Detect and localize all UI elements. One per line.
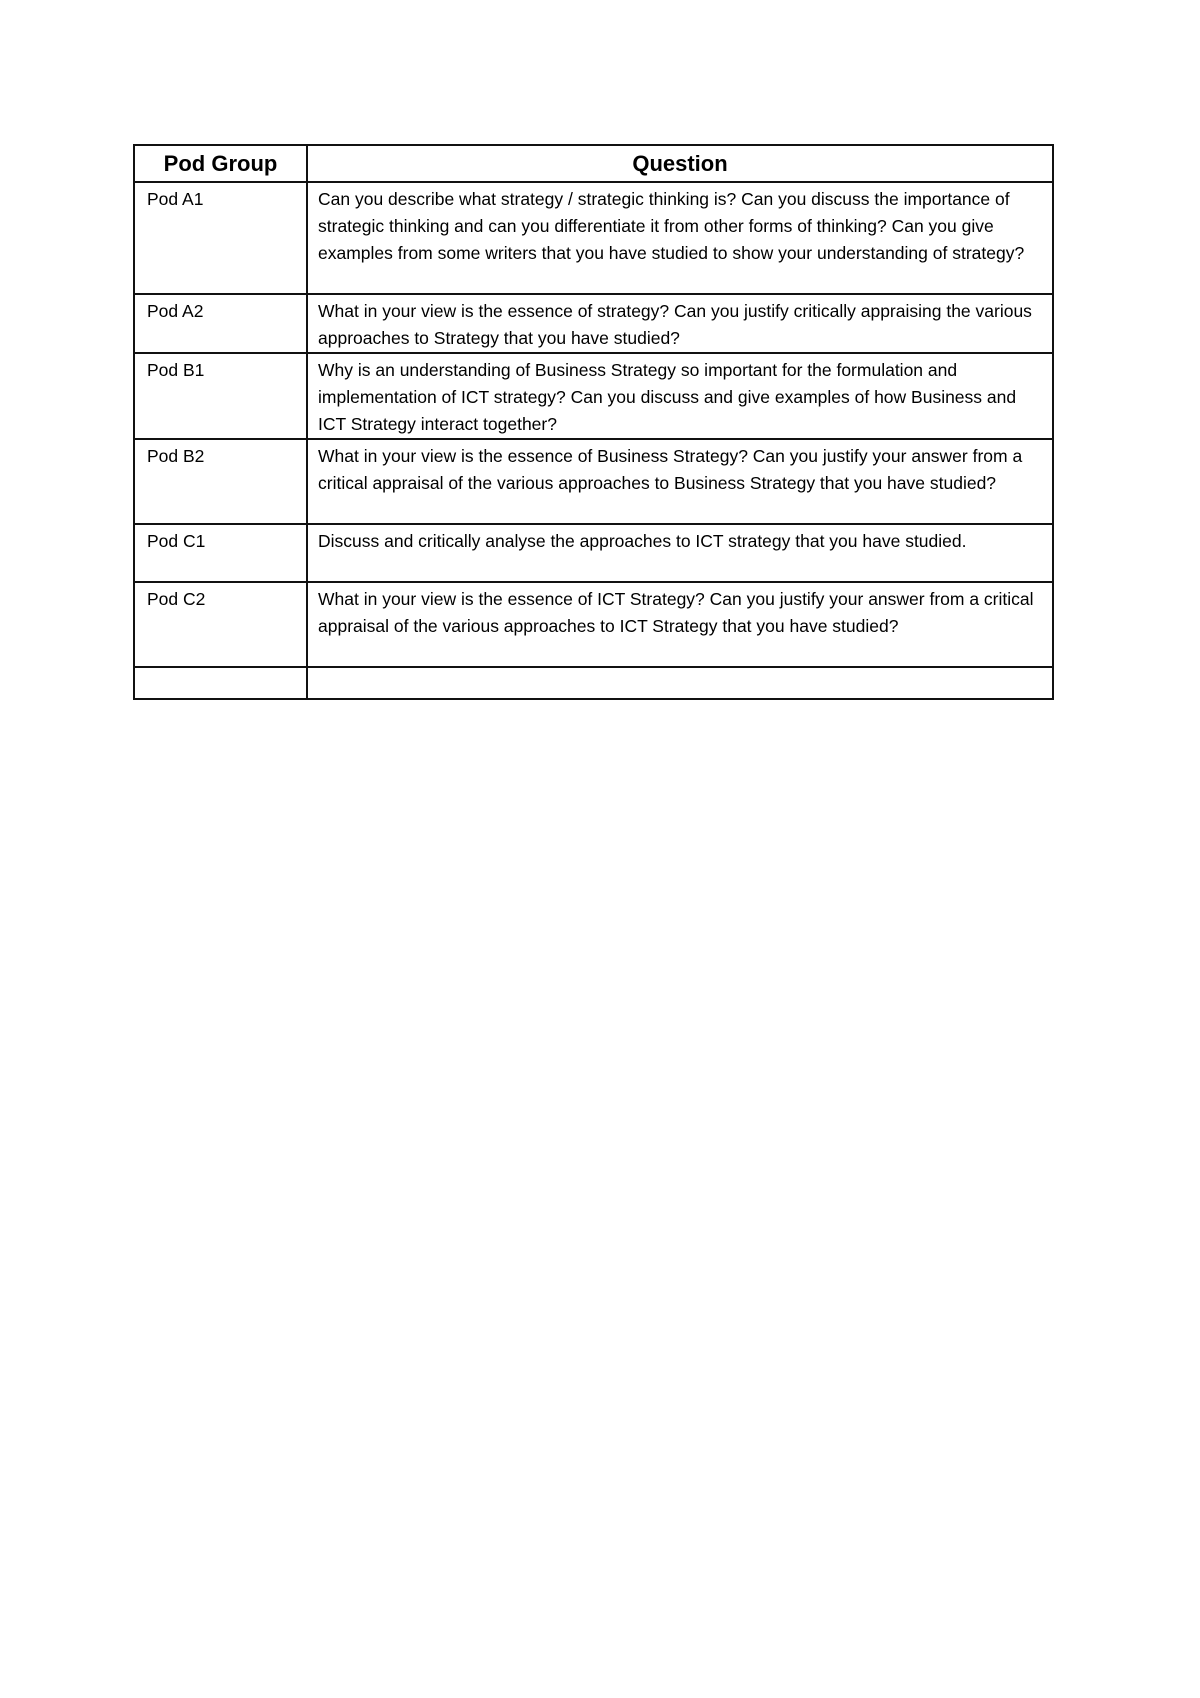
empty-table-row: [134, 667, 1053, 699]
pod-name-cell: Pod B2: [134, 439, 307, 524]
table-header-row: [134, 145, 1053, 182]
table-row: [134, 294, 1053, 353]
header-question: Question: [307, 145, 1053, 182]
table-row: [134, 582, 1053, 667]
pod-name-cell: Pod A2: [134, 294, 307, 353]
question-cell: What in your view is the essence of strategy? Can you justify critically appraising the various approaches to Strategy that you have studied?: [307, 294, 1053, 353]
pod-name-cell: Pod B1: [134, 353, 307, 439]
pod-name-cell: Pod C2: [134, 582, 307, 667]
pod-name-cell: Pod C1: [134, 524, 307, 582]
table-row: [134, 439, 1053, 524]
table-row: [134, 353, 1053, 439]
question-cell: What in your view is the essence of ICT Strategy? Can you justify your answer from a critical appraisal of the various approaches to ICT Strategy that you have studied?: [307, 582, 1053, 667]
question-cell: What in your view is the essence of Business Strategy? Can you justify your answer from a critical appraisal of the various approaches to Business Strategy that you have studied?: [307, 439, 1053, 524]
question-cell: Discuss and critically analyse the approaches to ICT strategy that you have studied.: [307, 524, 1053, 582]
header-pod-group: Pod Group: [134, 145, 307, 182]
pod-name-cell: Pod A1: [134, 182, 307, 294]
question-cell: [307, 667, 1053, 699]
pod-question-table: [133, 144, 1054, 700]
question-cell: Why is an understanding of Business Strategy so important for the formulation and implementation of ICT strategy? Can you discuss and give examples of how Business and ICT Strategy interact together?: [307, 353, 1053, 439]
table-row: [134, 524, 1053, 582]
question-cell: Can you describe what strategy / strategic thinking is? Can you discuss the importance of strategic thinking and can you differentiate it from other forms of thinking? Can you give examples from some writers that you have studied to show your understanding of strategy?: [307, 182, 1053, 294]
table-row: [134, 182, 1053, 294]
pod-name-cell: [134, 667, 307, 699]
